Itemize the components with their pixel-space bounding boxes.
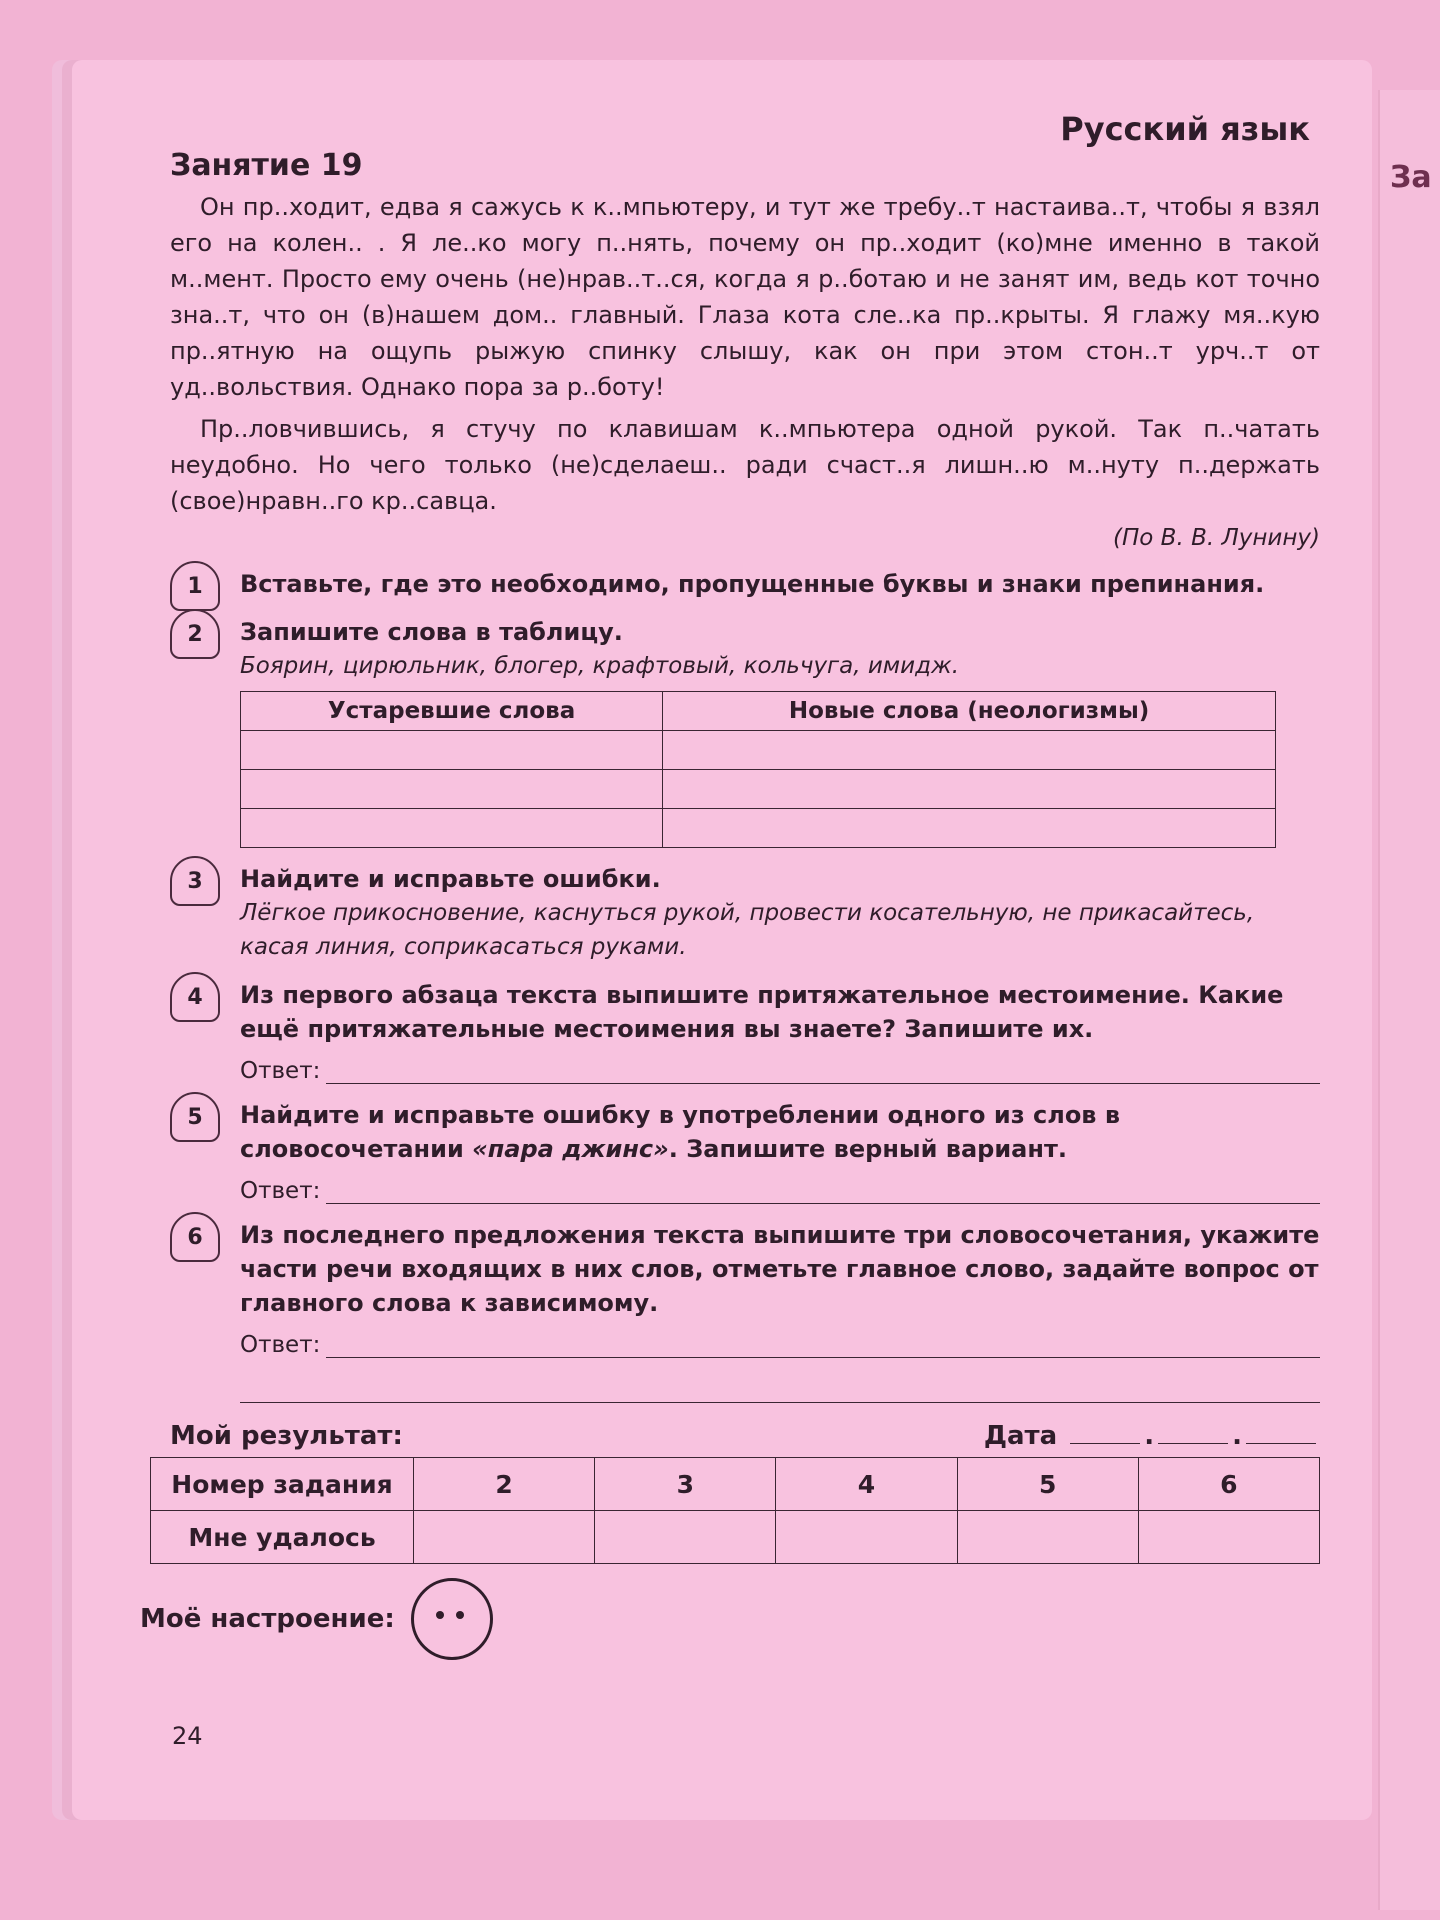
mood-section [140, 1578, 1320, 1660]
subject-title: Русский язык [1060, 110, 1310, 148]
mood-label: Моё настроение: [140, 1604, 395, 1634]
task-question: Из последнего предложения текста выпишите три словосочетания, укажите части речи входящих в них слов, отметьте главное слово, задайте вопрос от главного слова к зависимому. [240, 1221, 1320, 1317]
task-number-badge: 3 [170, 856, 220, 906]
table-cell[interactable] [663, 731, 1276, 770]
answer-line[interactable] [240, 1050, 1320, 1084]
date-blank-month[interactable] [1158, 1443, 1228, 1444]
answer-line[interactable] [240, 1324, 1320, 1358]
table-cell[interactable] [663, 770, 1276, 809]
task-word-list: Боярин, цирюльник, блогер, крафтовый, кольчуга, имидж. [240, 653, 960, 679]
answer-label: Ответ: [240, 1058, 321, 1084]
row-label-task-number: Номер задания [151, 1458, 414, 1511]
task-number-cell: 2 [414, 1458, 595, 1511]
page-number: 24 [172, 1722, 203, 1750]
table-row [151, 1511, 1320, 1564]
success-cell[interactable] [595, 1511, 776, 1564]
date-blank-day[interactable] [1070, 1443, 1140, 1444]
task-question-start: Найдите и исправьте ошибку в употреблении одного из слов в словосочетании [240, 1101, 1121, 1163]
task-number-badge: 1 [170, 561, 220, 611]
text-paragraph-1: Он пр..ходит, едва я сажусь к к..мпьютеру, и тут же требу..т настаива..т, чтобы я взял его на колен.. . Я ле..ко могу п..нять, почему он пр..ходит (ко)мне именно в такой м..мент. Просто ему очень (не)нрав..т..ся, когда я р..ботаю и не занят им, ведь кот точно зна..т, что он (в)нашем дом.. главный. Глаза кота сле..ка пр..крыты. Я глажу мя..кую пр..ятную на ощупь рыжую спинку слышу, как он при этом стон..т урч..т от уд..вольствия. Однако пора за р..боту! [170, 193, 1320, 401]
eye-icon [456, 1611, 464, 1619]
column-header-neologisms: Новые слова (неологизмы) [663, 692, 1276, 731]
table-row [241, 770, 1276, 809]
success-cell[interactable] [776, 1511, 957, 1564]
task-question: Найдите и исправьте ошибки. [240, 865, 661, 893]
table-row [151, 1458, 1320, 1511]
task-question [240, 1098, 1320, 1166]
task-number-cell: 4 [776, 1458, 957, 1511]
eye-icon [436, 1611, 444, 1619]
table-row [241, 731, 1276, 770]
text-paragraph-2: Пр..ловчившись, я стучу по клавишам к..мпьютера одной рукой. Так п..чатать неудобно. Но чего только (не)сделаеш.. ради счаст..я лишн..ю м..нуту п..держать (свое)нравн..го кр..савца. [170, 415, 1320, 515]
column-header-archaic: Устаревшие слова [241, 692, 663, 731]
task-1 [170, 567, 1320, 601]
table-row [241, 809, 1276, 848]
lesson-title: Занятие 19 [170, 148, 363, 183]
task-6 [170, 1218, 1320, 1358]
page-content [140, 110, 1320, 1660]
task-5 [170, 1098, 1320, 1204]
task-number-badge: 6 [170, 1212, 220, 1262]
success-cell[interactable] [414, 1511, 595, 1564]
table-cell[interactable] [241, 731, 663, 770]
task-text: Лёгкое прикосновение, каснуться рукой, провести косательную, не прикасайтесь, касая линия, соприкасаться руками. [240, 900, 1255, 960]
result-title: Мой результат: [170, 1421, 403, 1451]
smiley-face-icon[interactable] [411, 1578, 493, 1660]
table-row [241, 692, 1276, 731]
row-label-success: Мне удалось [151, 1511, 414, 1564]
date-label: Дата [983, 1421, 1058, 1451]
task-3 [170, 862, 1320, 964]
task-phrase: «пара джинс» [472, 1135, 669, 1163]
date-blank-year[interactable] [1246, 1443, 1316, 1444]
task-number-badge: 4 [170, 972, 220, 1022]
answer-label: Ответ: [240, 1332, 321, 1358]
task-number-badge: 5 [170, 1092, 220, 1142]
table-cell[interactable] [241, 770, 663, 809]
task-question: Запишите слова в таблицу. [240, 618, 623, 646]
answer-blank-extra[interactable] [240, 1364, 1320, 1403]
task-2 [170, 615, 1320, 683]
result-header [170, 1421, 1320, 1451]
success-cell[interactable] [1138, 1511, 1319, 1564]
task-4 [170, 978, 1320, 1084]
result-table [150, 1457, 1320, 1564]
task-question: Вставьте, где это необходимо, пропущенные буквы и знаки препинания. [240, 570, 1265, 598]
words-table [240, 691, 1276, 848]
answer-blank[interactable] [326, 1057, 1320, 1084]
task-number-badge: 2 [170, 609, 220, 659]
answer-label: Ответ: [240, 1178, 321, 1204]
neighbor-page-heading: За [1390, 160, 1432, 195]
answer-blank[interactable] [326, 1177, 1320, 1204]
answer-blank[interactable] [326, 1331, 1320, 1358]
success-cell[interactable] [957, 1511, 1138, 1564]
text-author: (По В. В. Лунину) [1113, 525, 1320, 551]
task-question: Из первого абзаца текста выпишите притяжательное местоимение. Какие ещё притяжательные местоимения вы знаете? Запишите их. [240, 981, 1284, 1043]
date-field[interactable]: Дата . . [984, 1421, 1320, 1451]
answer-line[interactable] [240, 1170, 1320, 1204]
neighbor-page-edge [1378, 90, 1440, 1910]
task-number-cell: 6 [1138, 1458, 1319, 1511]
table-cell[interactable] [663, 809, 1276, 848]
task-number-cell: 3 [595, 1458, 776, 1511]
task-question-end: . Запишите верный вариант. [668, 1135, 1067, 1163]
task-number-cell: 5 [957, 1458, 1138, 1511]
table-cell[interactable] [241, 809, 663, 848]
